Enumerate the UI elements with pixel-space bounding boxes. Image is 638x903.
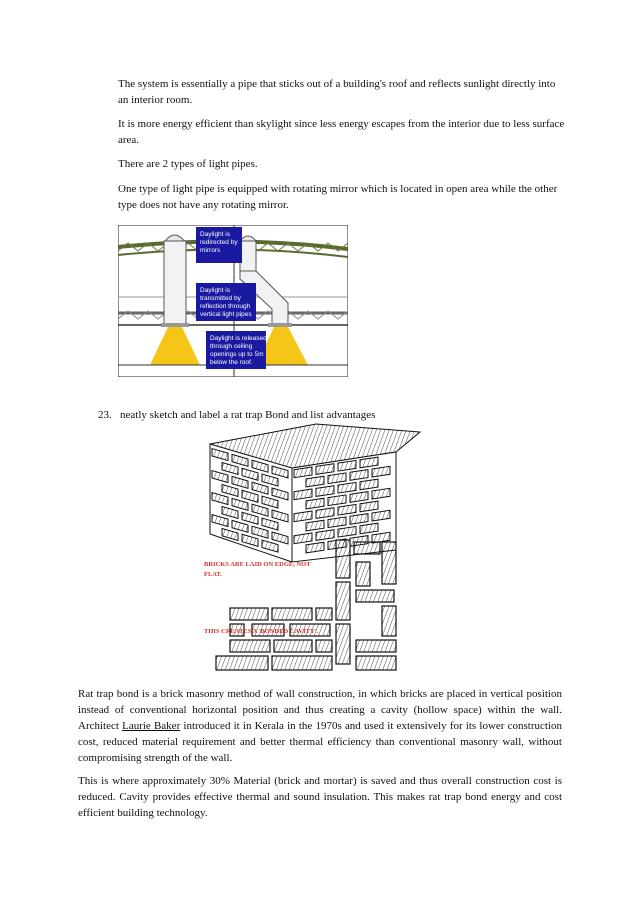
question-text: neatly sketch and label a rat trap Bond and list advantages	[120, 409, 376, 421]
rat-trap-text-b: introduced it in Kerala in the 1970s and used it extensively for its lower construction cost, reduced material requirement and better thermal efficiency than conventional masonry wall, without compromising strength of the wall.	[78, 720, 562, 764]
rat-trap-text-a: Rat trap bond is a brick masonry method of wall construction, in which bricks are placed in vertical position instead of conventional horizontal position and thus creating a cavity (hollow space) within the wall. Architect	[78, 688, 562, 732]
label-transmitted-line1: Daylight is	[200, 287, 230, 294]
paragraph-light-pipe-intro: The system is essentially a pipe that sticks out of a building's roof and reflects sunlight directly into an interior room.	[118, 78, 556, 106]
label-released	[206, 331, 267, 369]
bonded-cavity-label: THIS CREATES A 'BONDED CAVITY'.	[204, 628, 319, 635]
paragraph-energy-efficiency: It is more energy efficient than skylight since less energy escapes from the interior due to less surface area.	[118, 118, 565, 146]
label-released-line4: below the roof.	[210, 359, 253, 366]
question-number: 23.	[98, 409, 112, 421]
paragraph-rat-trap-definition	[78, 686, 562, 766]
bricks-on-edge-label-line1: BRICKS ARE LAID ON EDGE, NOT	[204, 561, 311, 568]
label-released-line1: Daylight is released	[210, 335, 267, 342]
label-redirected-line2: redirected by	[200, 239, 238, 246]
bricks-on-edge-label-line2: FLAT.	[204, 571, 222, 578]
label-redirected	[196, 227, 242, 263]
question-23	[98, 407, 558, 423]
light-pipe-diagram	[118, 225, 348, 377]
label-transmitted-line4: vertical light pipes	[200, 311, 252, 318]
label-redirected-line3: mirrors	[200, 247, 221, 254]
label-released-line3: openings up to 5m	[210, 351, 264, 358]
paragraph-material-saving: This is where approximately 30% Material (brick and mortar) is saved and thus overall construction cost is reduced. Cavity provides effective thermal and sound insulation. This makes rat trap bond energy and cost efficient building technology.	[78, 775, 562, 819]
paragraph-rotating-mirror: One type of light pipe is equipped with rotating mirror which is located in open area while the other type does not have any rotating mirror.	[118, 183, 558, 211]
pipe-with-rotating-mirror	[161, 235, 189, 327]
label-transmitted-line3: reflection through	[200, 303, 251, 310]
label-transmitted-line2: transmitted by	[200, 295, 241, 302]
paragraph-two-types: There are 2 types of light pipes.	[118, 158, 258, 170]
rat-trap-bond-sketch	[196, 422, 442, 676]
label-transmitted	[196, 283, 256, 321]
label-redirected-line1: Daylight is	[200, 231, 230, 238]
laurie-baker-link[interactable]: Laurie Baker	[122, 720, 181, 732]
label-released-line2: through ceiling	[210, 343, 253, 350]
